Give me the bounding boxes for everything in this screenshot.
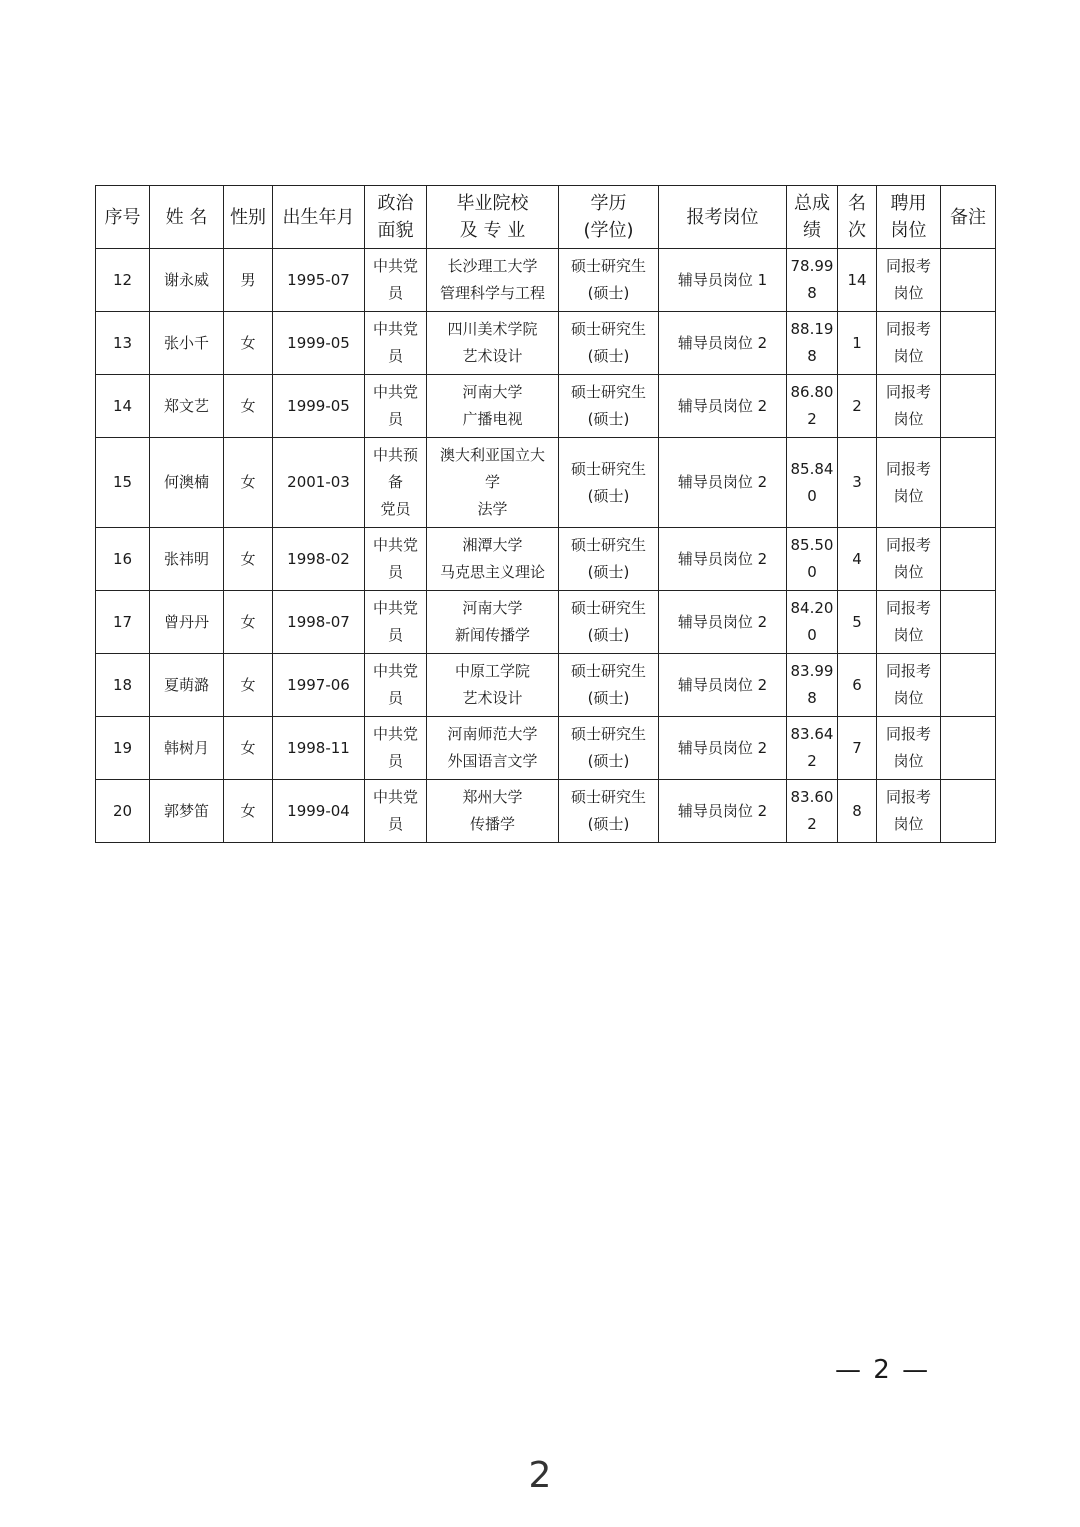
school-cell-line: 河南大学	[462, 599, 523, 617]
score-cell-line: 86.80	[790, 383, 834, 401]
hire-cell	[877, 591, 941, 654]
score-cell	[787, 654, 838, 717]
politics-cell-line: 员	[387, 752, 403, 770]
degree-cell-line: 硕士研究生	[570, 599, 646, 617]
table-body	[96, 249, 996, 843]
page-marker: — 2 —	[835, 1355, 931, 1385]
degree-cell	[559, 249, 659, 312]
degree-cell	[559, 780, 659, 843]
gender-cell: 女	[224, 591, 273, 654]
politics-cell-line: 员	[387, 410, 403, 428]
post-cell: 辅导员岗位 2	[659, 312, 787, 375]
post-cell: 辅导员岗位 2	[659, 375, 787, 438]
header-cell	[659, 186, 787, 249]
seq-cell: 16	[96, 528, 150, 591]
header-cell	[365, 186, 427, 249]
school-cell-line: 管理科学与工程	[439, 284, 545, 302]
birth-cell: 2001-03	[273, 438, 365, 528]
degree-cell-line: 硕士研究生	[570, 383, 646, 401]
header-cell-line: 聘用	[890, 193, 927, 214]
school-cell	[427, 528, 559, 591]
degree-cell	[559, 312, 659, 375]
degree-cell-line: (硕士)	[587, 284, 630, 302]
hire-cell	[877, 654, 941, 717]
degree-cell-line: (硕士)	[587, 689, 630, 707]
school-cell-line: 学	[484, 473, 500, 491]
note-cell	[941, 591, 996, 654]
table-row	[96, 591, 996, 654]
gender-cell: 女	[224, 312, 273, 375]
politics-cell-line: 备	[387, 473, 403, 491]
seq-cell: 14	[96, 375, 150, 438]
school-cell-line: 澳大利亚国立大	[439, 446, 545, 464]
page-number: 2	[528, 1455, 552, 1496]
rank-cell: 7	[838, 717, 877, 780]
school-cell-line: 传播学	[469, 815, 515, 833]
note-cell	[941, 312, 996, 375]
hire-cell-line: 同报考	[885, 536, 931, 554]
header-cell-line: 备注	[950, 206, 986, 228]
school-cell-line: 郑州大学	[462, 788, 523, 806]
birth-cell: 1999-04	[273, 780, 365, 843]
header-cell	[787, 186, 838, 249]
name-cell: 何澳楠	[150, 438, 224, 528]
politics-cell	[365, 312, 427, 375]
table-row	[96, 375, 996, 438]
school-cell-line: 河南大学	[462, 383, 523, 401]
score-cell	[787, 312, 838, 375]
gender-cell: 男	[224, 249, 273, 312]
header-cell-line: 毕业院校	[456, 193, 529, 214]
degree-cell-line: 硕士研究生	[570, 536, 646, 554]
school-cell	[427, 375, 559, 438]
hire-cell-line: 同报考	[885, 257, 931, 275]
hire-cell-line: 岗位	[893, 752, 924, 770]
degree-cell-line: (硕士)	[587, 410, 630, 428]
hire-cell	[877, 375, 941, 438]
politics-cell	[365, 717, 427, 780]
politics-cell	[365, 528, 427, 591]
politics-cell	[365, 654, 427, 717]
politics-cell-line: 员	[387, 284, 403, 302]
name-cell: 张小千	[150, 312, 224, 375]
seq-cell: 12	[96, 249, 150, 312]
politics-cell-line: 中共党	[372, 662, 418, 680]
post-cell: 辅导员岗位 2	[659, 717, 787, 780]
hire-cell	[877, 528, 941, 591]
school-cell-line: 法学	[477, 500, 508, 518]
score-cell-line: 88.19	[790, 320, 834, 338]
school-cell-line: 外国语言文学	[447, 752, 538, 770]
degree-cell-line: (硕士)	[587, 752, 630, 770]
gender-cell: 女	[224, 375, 273, 438]
header-cell	[273, 186, 365, 249]
header-cell-line: 总成	[794, 193, 830, 214]
header-cell	[838, 186, 877, 249]
degree-cell-line: 硕士研究生	[570, 662, 646, 680]
politics-cell-line: 员	[387, 689, 403, 707]
degree-cell-line: (硕士)	[587, 626, 630, 644]
school-cell	[427, 249, 559, 312]
score-cell-line: 8	[807, 347, 817, 365]
header-cell-line: 绩	[803, 220, 821, 241]
rank-cell: 4	[838, 528, 877, 591]
birth-cell: 1998-07	[273, 591, 365, 654]
score-cell-line: 78.99	[790, 257, 834, 275]
name-cell: 郭梦笛	[150, 780, 224, 843]
school-cell	[427, 717, 559, 780]
degree-cell	[559, 591, 659, 654]
post-cell: 辅导员岗位 2	[659, 591, 787, 654]
header-cell-line: 及 专 业	[459, 220, 526, 241]
school-cell-line: 湘潭大学	[462, 536, 523, 554]
school-cell	[427, 312, 559, 375]
score-cell	[787, 375, 838, 438]
school-cell-line: 艺术设计	[462, 689, 523, 707]
birth-cell: 1999-05	[273, 375, 365, 438]
post-cell: 辅导员岗位 1	[659, 249, 787, 312]
degree-cell-line: (硕士)	[587, 563, 630, 581]
header-cell-line: 学历	[590, 193, 627, 214]
header-cell-line: 面貌	[377, 220, 414, 241]
score-cell-line: 0	[807, 486, 817, 505]
name-cell: 郑文艺	[150, 375, 224, 438]
birth-cell: 1998-11	[273, 717, 365, 780]
hire-cell-line: 岗位	[893, 347, 924, 365]
header-cell-line: 岗位	[890, 220, 927, 241]
hire-cell-line: 岗位	[893, 284, 924, 302]
degree-cell	[559, 717, 659, 780]
politics-cell-line: 中共党	[372, 725, 418, 743]
note-cell	[941, 528, 996, 591]
name-cell: 曾丹丹	[150, 591, 224, 654]
table-row	[96, 528, 996, 591]
birth-cell: 1999-05	[273, 312, 365, 375]
politics-cell-line: 中共党	[372, 257, 418, 275]
score-cell	[787, 780, 838, 843]
degree-cell-line: 硕士研究生	[570, 459, 646, 478]
degree-cell-line: 硕士研究生	[570, 725, 646, 743]
politics-cell	[365, 375, 427, 438]
score-cell-line: 0	[807, 626, 817, 644]
hire-cell-line: 同报考	[885, 383, 931, 401]
gender-cell: 女	[224, 780, 273, 843]
header-cell-line: 报考岗位	[686, 206, 759, 228]
score-cell	[787, 438, 838, 528]
politics-cell-line: 中共党	[372, 383, 418, 401]
politics-cell-line: 中共党	[372, 599, 418, 617]
name-cell: 张祎明	[150, 528, 224, 591]
note-cell	[941, 438, 996, 528]
politics-cell	[365, 438, 427, 528]
degree-cell	[559, 654, 659, 717]
score-cell-line: 83.99	[790, 662, 834, 680]
score-cell-line: 2	[807, 410, 817, 428]
hire-cell-line: 岗位	[893, 689, 924, 707]
score-cell-line: 83.60	[790, 788, 834, 806]
hire-cell	[877, 312, 941, 375]
politics-cell-line: 中共党	[372, 320, 418, 338]
name-cell: 谢永威	[150, 249, 224, 312]
politics-cell-line: 员	[387, 347, 403, 365]
name-cell: 韩树月	[150, 717, 224, 780]
gender-cell: 女	[224, 654, 273, 717]
score-cell-line: 0	[807, 563, 817, 581]
school-cell-line: 新闻传播学	[454, 626, 530, 644]
hire-cell-line: 同报考	[885, 320, 931, 338]
politics-cell-line: 中共预	[372, 446, 418, 464]
hire-cell	[877, 249, 941, 312]
score-cell	[787, 528, 838, 591]
hire-cell	[877, 717, 941, 780]
gender-cell: 女	[224, 717, 273, 780]
hire-cell	[877, 438, 941, 528]
politics-cell	[365, 591, 427, 654]
table-row	[96, 717, 996, 780]
school-cell-line: 河南师范大学	[447, 725, 538, 743]
header-cell-line: 次	[848, 220, 866, 241]
birth-cell: 1998-02	[273, 528, 365, 591]
header-cell	[559, 186, 659, 249]
score-cell	[787, 717, 838, 780]
header-cell-line: 姓 名	[165, 206, 208, 228]
birth-cell: 1997-06	[273, 654, 365, 717]
name-cell: 夏萌潞	[150, 654, 224, 717]
politics-cell-line: 党员	[380, 500, 411, 518]
header-cell	[150, 186, 224, 249]
school-cell-line: 马克思主义理论	[439, 563, 545, 581]
degree-cell	[559, 528, 659, 591]
politics-cell-line: 员	[387, 815, 403, 833]
score-cell-line: 85.84	[790, 459, 834, 478]
hire-cell-line: 岗位	[893, 486, 924, 505]
rank-cell: 2	[838, 375, 877, 438]
table-row	[96, 249, 996, 312]
note-cell	[941, 780, 996, 843]
school-cell-line: 广播电视	[462, 410, 523, 428]
hire-cell-line: 岗位	[893, 563, 924, 581]
rank-cell: 14	[838, 249, 877, 312]
degree-cell-line: (硕士)	[587, 486, 630, 505]
hire-cell	[877, 780, 941, 843]
gender-cell: 女	[224, 438, 273, 528]
hire-cell-line: 岗位	[893, 626, 924, 644]
seq-cell: 20	[96, 780, 150, 843]
degree-cell-line: (硕士)	[587, 347, 630, 365]
header-cell-line: (学位)	[583, 220, 634, 241]
degree-cell-line: 硕士研究生	[570, 257, 646, 275]
hire-cell-line: 同报考	[885, 788, 931, 806]
score-cell	[787, 591, 838, 654]
degree-cell-line: (硕士)	[587, 815, 630, 833]
birth-cell: 1995-07	[273, 249, 365, 312]
rank-cell: 3	[838, 438, 877, 528]
score-cell-line: 8	[807, 284, 817, 302]
school-cell	[427, 780, 559, 843]
politics-cell-line: 中共党	[372, 536, 418, 554]
seq-cell: 18	[96, 654, 150, 717]
hire-cell-line: 同报考	[885, 459, 931, 478]
rank-cell: 5	[838, 591, 877, 654]
school-cell-line: 四川美术学院	[447, 320, 538, 338]
hire-cell-line: 同报考	[885, 599, 931, 617]
hire-cell-line: 岗位	[893, 815, 924, 833]
degree-cell	[559, 375, 659, 438]
school-cell	[427, 438, 559, 528]
politics-cell-line: 员	[387, 626, 403, 644]
politics-cell-line: 中共党	[372, 788, 418, 806]
politics-cell-line: 员	[387, 563, 403, 581]
rank-cell: 6	[838, 654, 877, 717]
note-cell	[941, 717, 996, 780]
hire-cell-line: 同报考	[885, 662, 931, 680]
seq-cell: 19	[96, 717, 150, 780]
post-cell: 辅导员岗位 2	[659, 528, 787, 591]
table-row	[96, 438, 996, 528]
score-cell-line: 2	[807, 752, 817, 770]
header-cell-line: 名	[848, 193, 866, 214]
score-cell-line: 84.20	[790, 599, 834, 617]
degree-cell-line: 硕士研究生	[570, 788, 646, 806]
hire-cell-line: 岗位	[893, 410, 924, 428]
gender-cell: 女	[224, 528, 273, 591]
header-cell	[941, 186, 996, 249]
header-cell	[877, 186, 941, 249]
table-row	[96, 654, 996, 717]
school-cell-line: 长沙理工大学	[447, 257, 538, 275]
school-cell-line: 中原工学院	[454, 662, 530, 680]
note-cell	[941, 654, 996, 717]
header-cell-line: 出生年月	[282, 206, 355, 228]
table-header-row	[96, 186, 996, 249]
school-cell-line: 艺术设计	[462, 347, 523, 365]
header-cell	[427, 186, 559, 249]
post-cell: 辅导员岗位 2	[659, 780, 787, 843]
degree-cell-line: 硕士研究生	[570, 320, 646, 338]
seq-cell: 15	[96, 438, 150, 528]
header-cell-line: 政治	[377, 193, 414, 214]
header-cell	[224, 186, 273, 249]
politics-cell	[365, 249, 427, 312]
hire-cell-line: 同报考	[885, 725, 931, 743]
score-cell-line: 85.50	[790, 536, 834, 554]
school-cell	[427, 591, 559, 654]
score-cell	[787, 249, 838, 312]
note-cell	[941, 375, 996, 438]
table-row	[96, 780, 996, 843]
roster-table	[95, 185, 996, 843]
note-cell	[941, 249, 996, 312]
post-cell: 辅导员岗位 2	[659, 438, 787, 528]
score-cell-line: 2	[807, 815, 817, 833]
school-cell	[427, 654, 559, 717]
rank-cell: 1	[838, 312, 877, 375]
post-cell: 辅导员岗位 2	[659, 654, 787, 717]
header-cell-line: 性别	[230, 206, 266, 228]
header-cell	[96, 186, 150, 249]
seq-cell: 17	[96, 591, 150, 654]
seq-cell: 13	[96, 312, 150, 375]
rank-cell: 8	[838, 780, 877, 843]
score-cell-line: 8	[807, 689, 817, 707]
politics-cell	[365, 780, 427, 843]
header-cell-line: 序号	[104, 206, 141, 228]
table-row	[96, 312, 996, 375]
degree-cell	[559, 438, 659, 528]
score-cell-line: 83.64	[790, 725, 834, 743]
